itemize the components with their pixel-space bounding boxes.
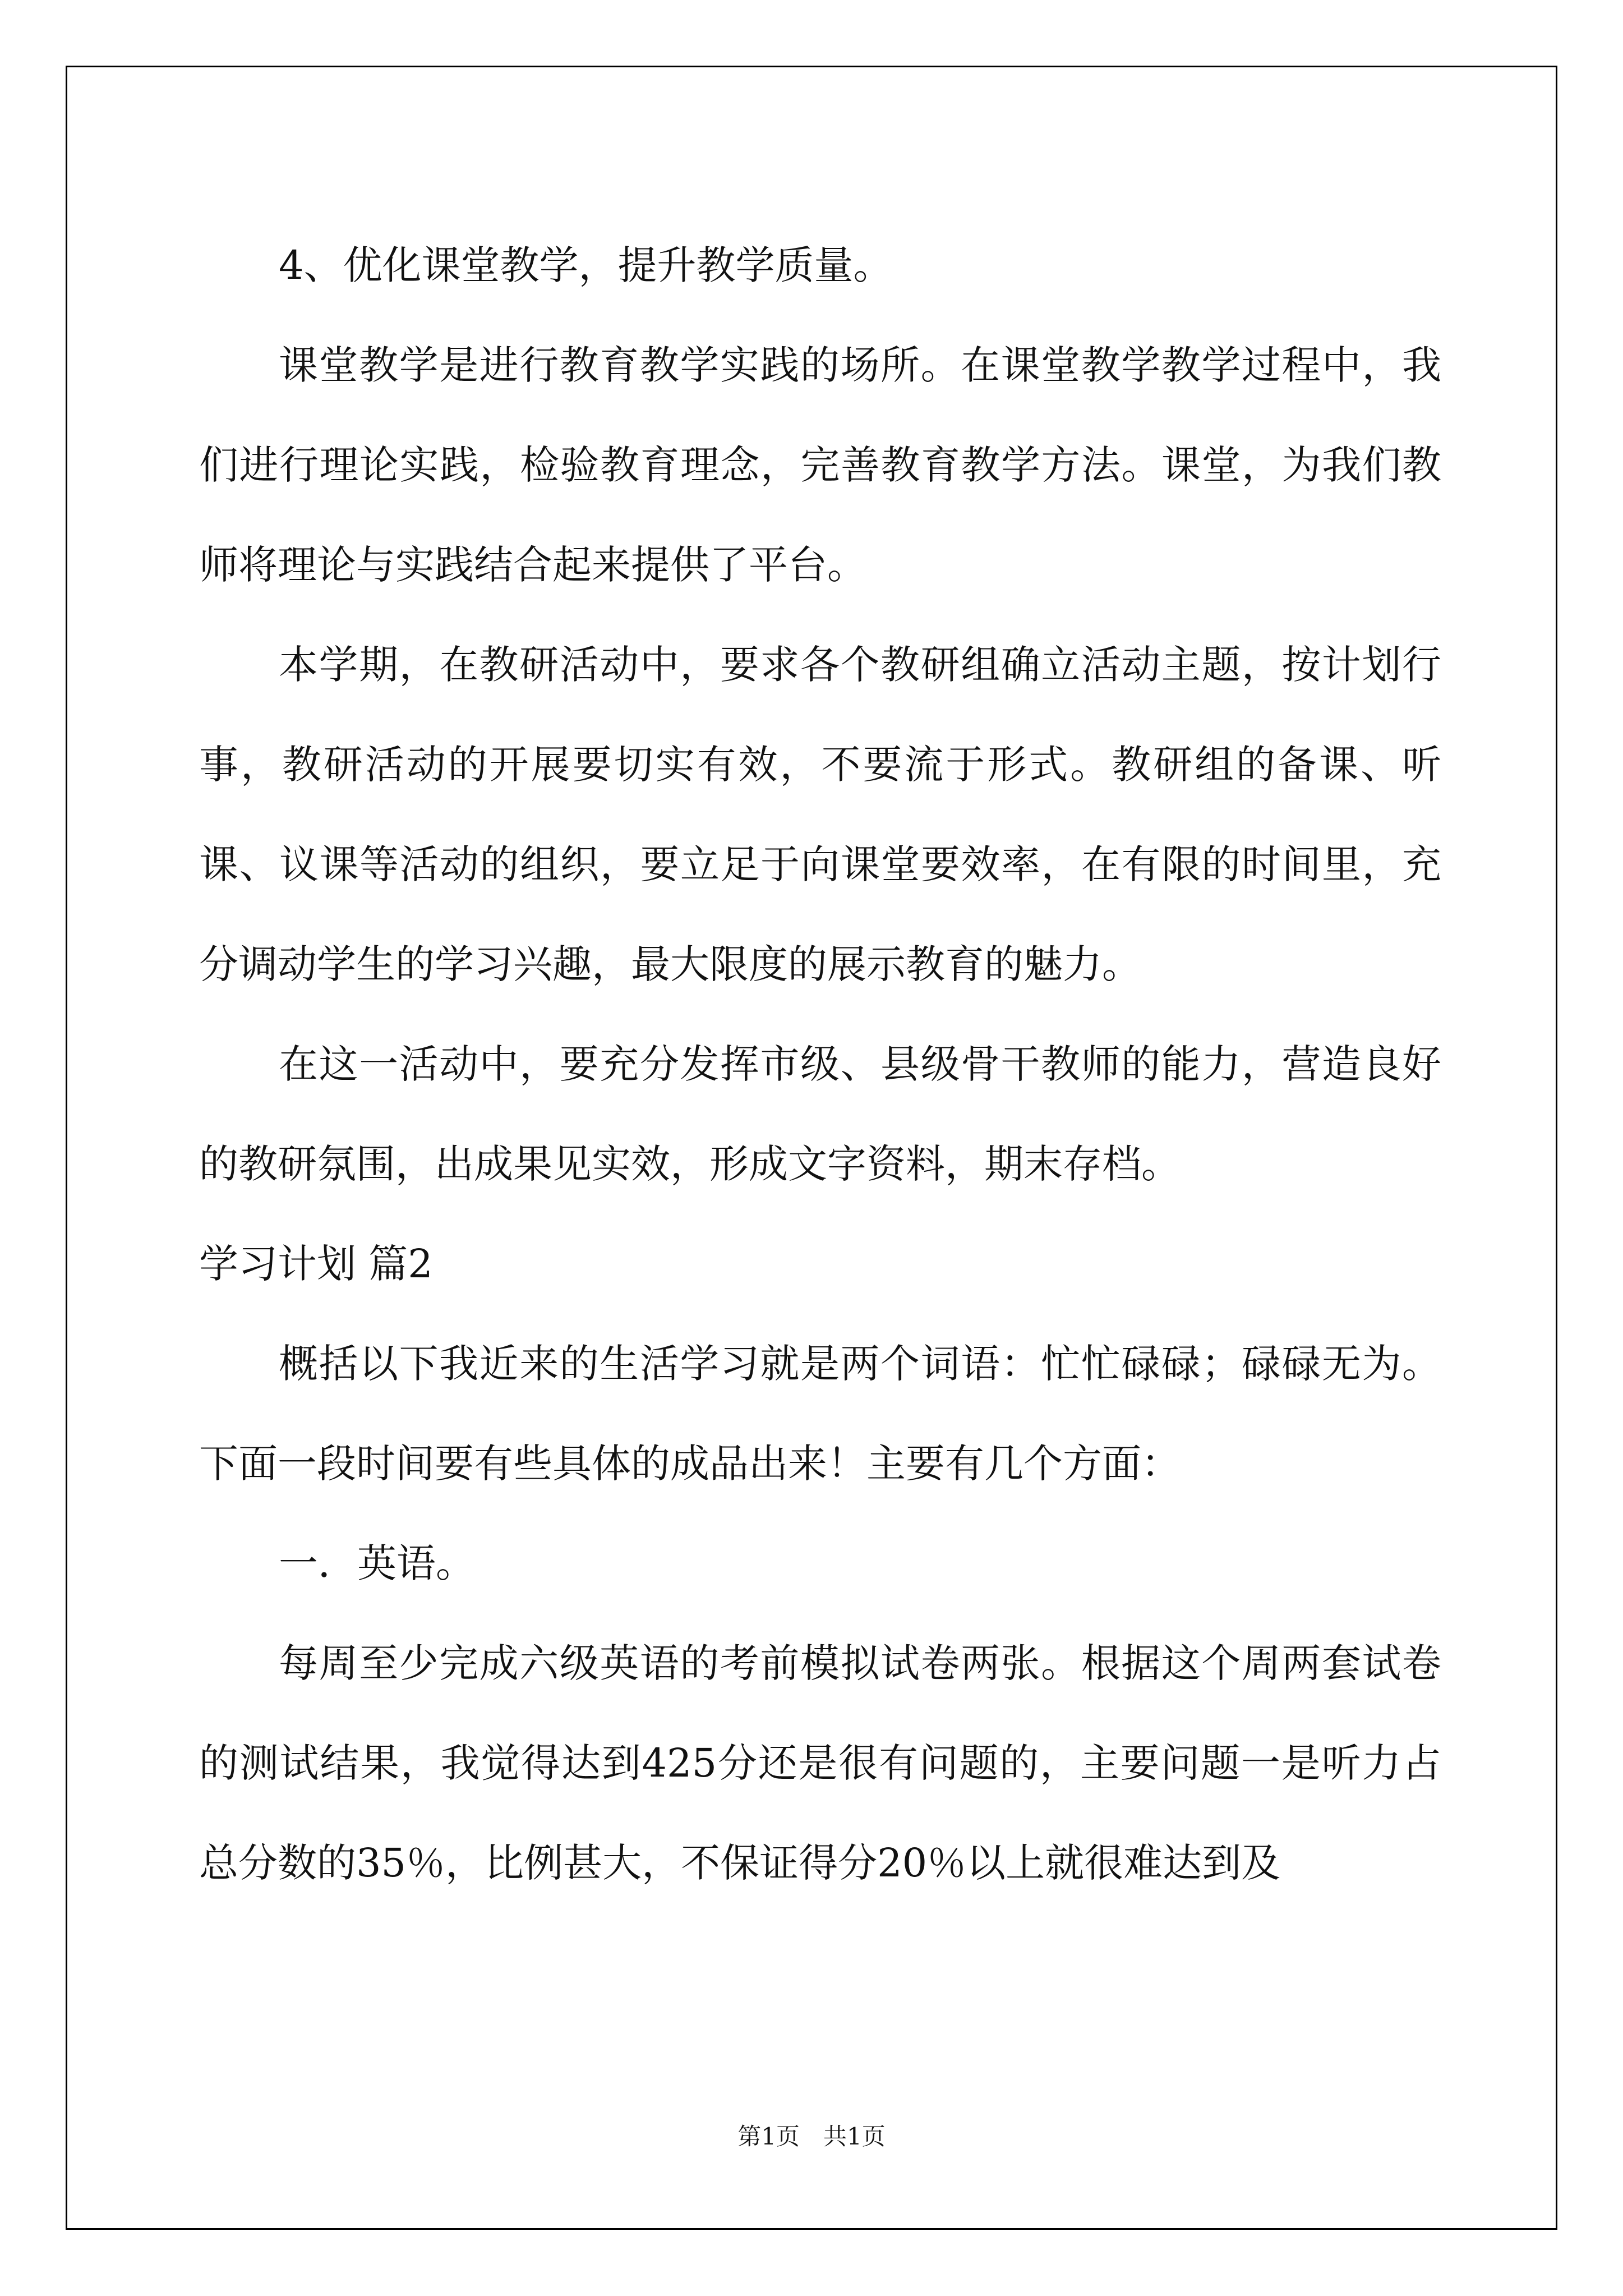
- paragraph: 一．英语。: [279, 1540, 475, 1586]
- paragraph: 本学期，在教研活动中，要求各个教研组确立活动主题，按计划行事，教研活动的开展要切实有效，不要流于形式。教研组的备课、听课、议课等活动的组织，要立足于向课堂要效率，在有限的时间里，充分调动学生的学习兴趣，最大限度的展示教育的魅力。: [199, 642, 1441, 987]
- page-footer: 第1页 共1页: [737, 2123, 886, 2150]
- paragraph: 课堂教学是进行教育教学实践的场所。在课堂教学教学过程中，我们进行理论实践，检验教育理念，完善教育教学方法。课堂，为我们教师将理论与实践结合起来提供了平台。: [199, 342, 1441, 588]
- paragraph: 在这一活动中，要充分发挥市级、县级骨干教师的能力，营造良好的教研氛围，出成果见实效，形成文字资料，期末存档。: [199, 1041, 1441, 1187]
- paragraph: 概括以下我近来的生活学习就是两个词语：忙忙碌碌；碌碌无为。下面一段时间要有些具体的成品出来！主要有几个方面：: [199, 1341, 1441, 1487]
- paragraph: 4、优化课堂教学，提升教学质量。: [279, 242, 893, 288]
- paragraph: 每周至少完成六级英语的考前模拟试卷两张。根据这个周两套试卷的测试结果，我觉得达到425分还是很有问题的，主要问题一是听力占总分数的35％，比例甚大，不保证得分20％以上就很难达到及: [199, 1640, 1441, 1886]
- section-heading: 学习计划 篇2: [199, 1241, 433, 1287]
- document-body: [199, 215, 1441, 1913]
